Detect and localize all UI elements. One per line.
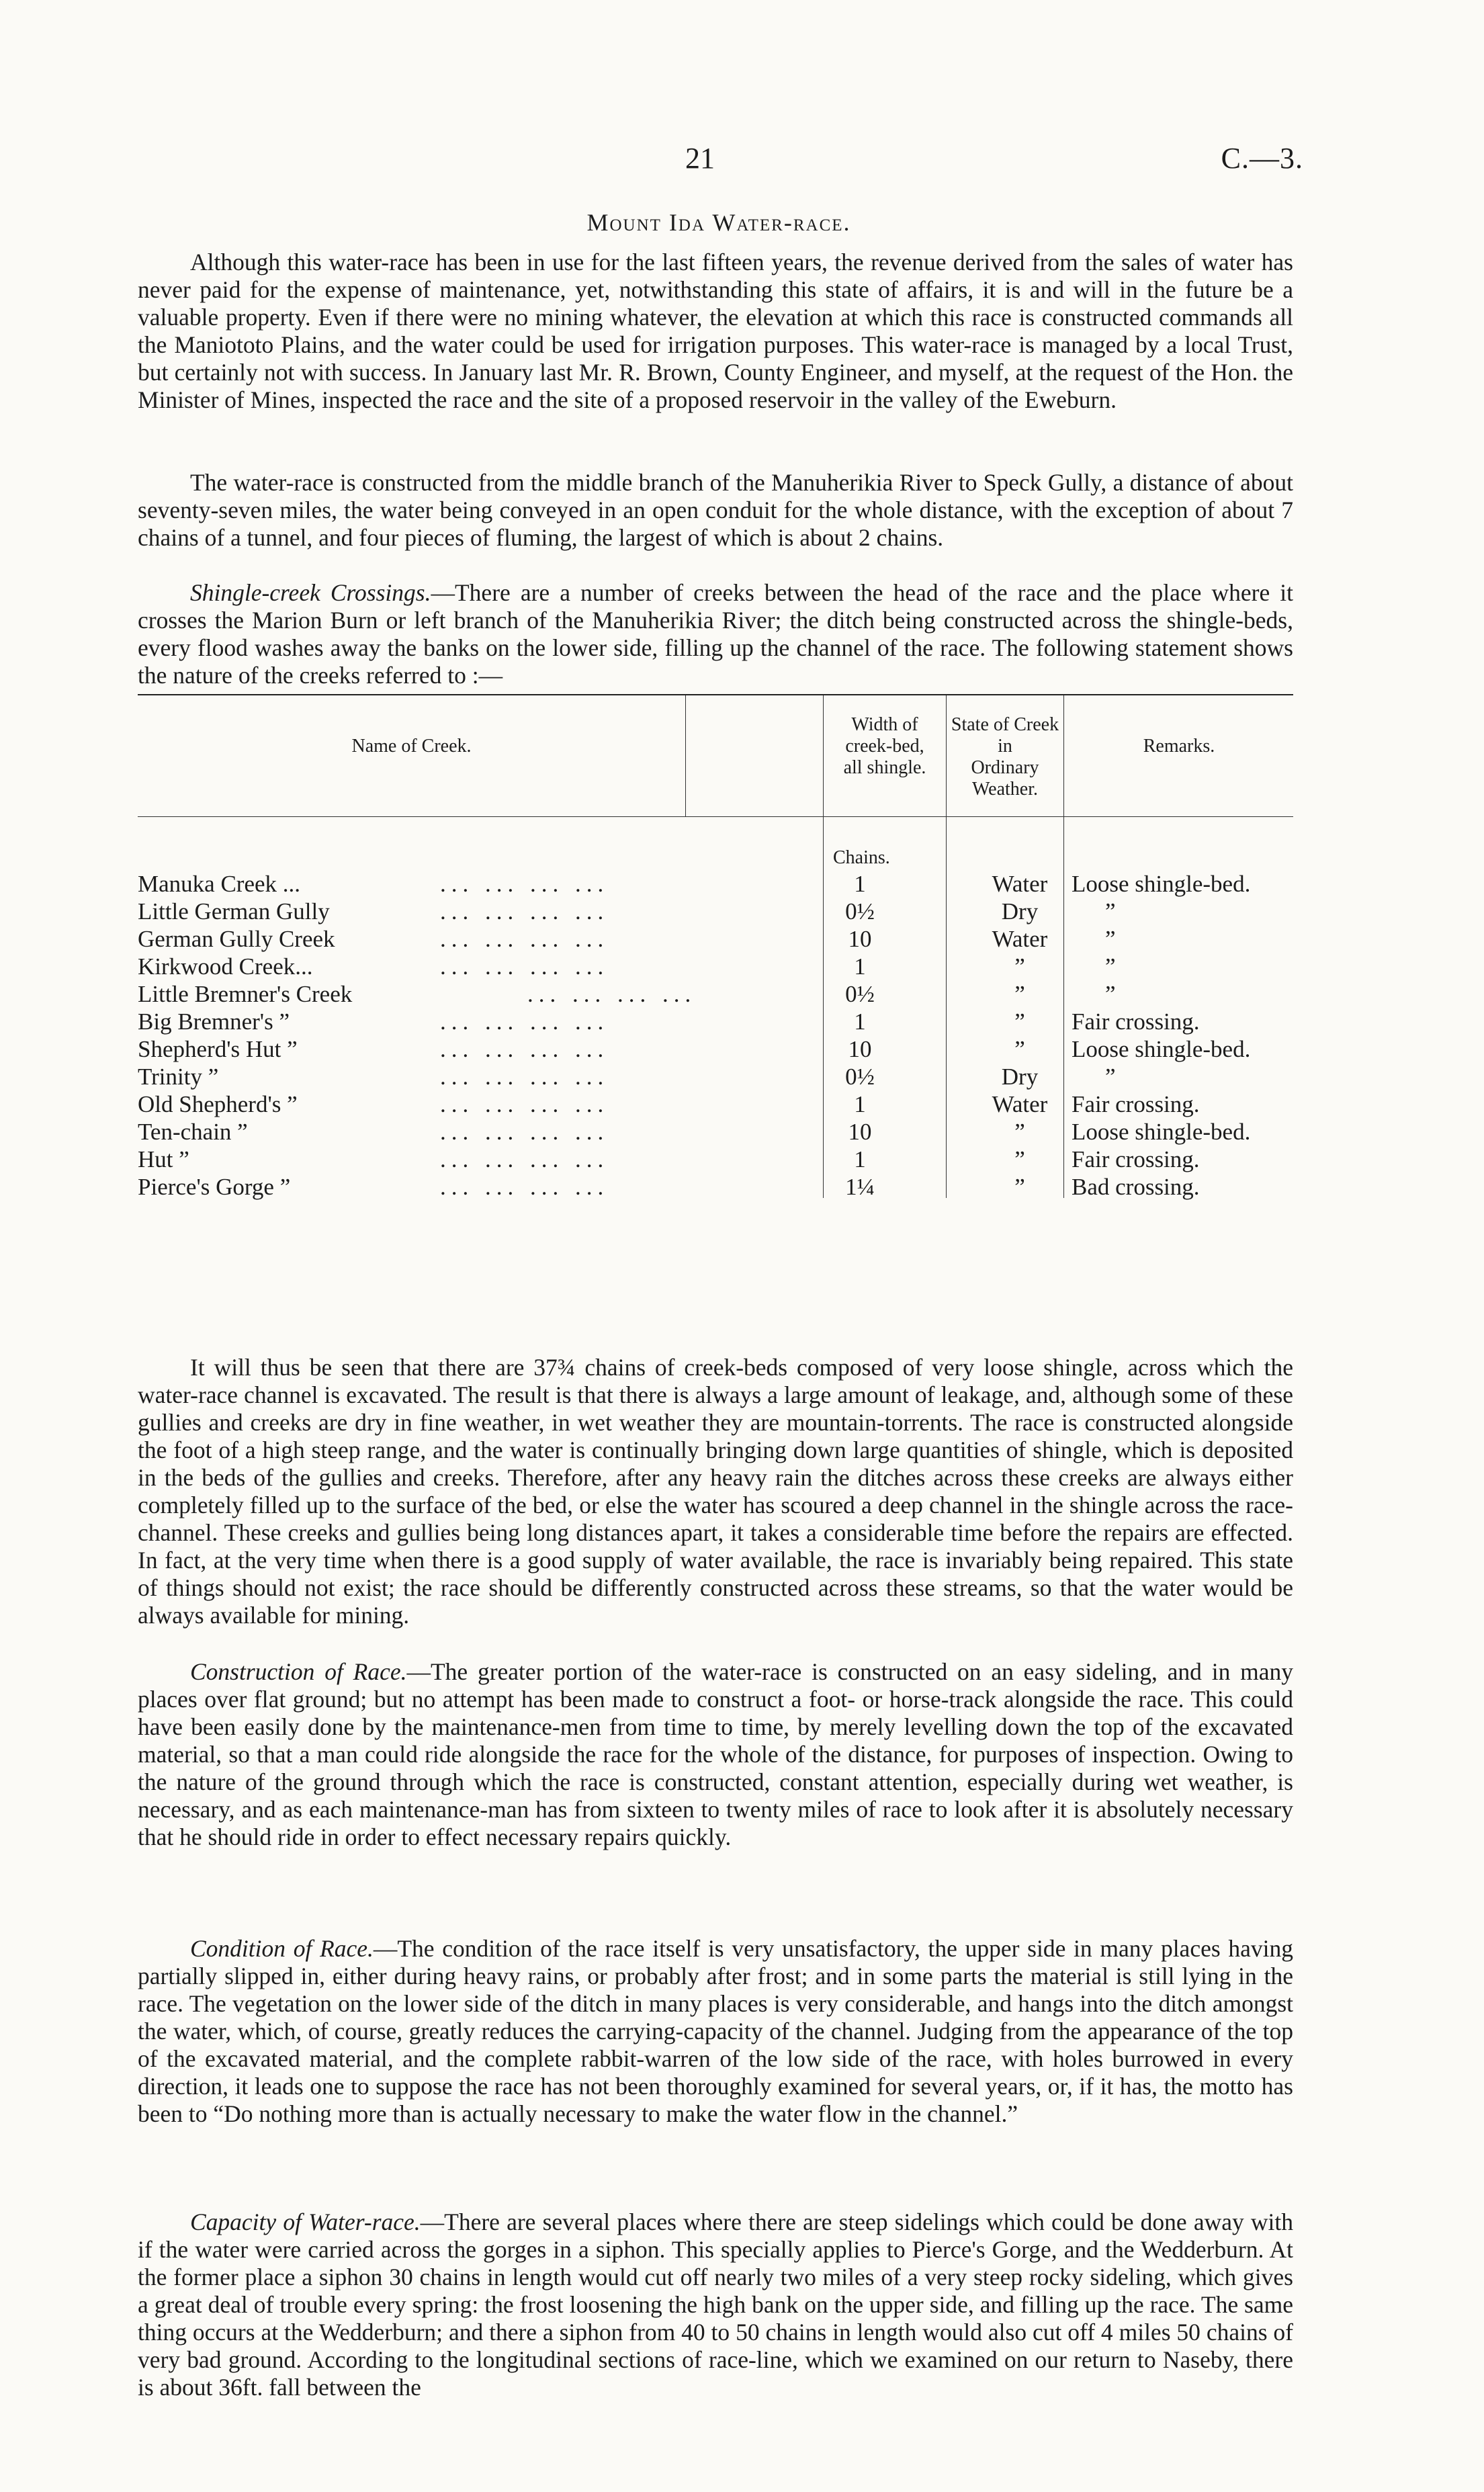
- table-row: [138, 898, 1293, 925]
- header-state-line3: Ordinary Weather.: [971, 757, 1039, 800]
- leader-dots: ... ... ... ...: [440, 871, 609, 897]
- table-row: [138, 1008, 1293, 1035]
- creek-state: ”: [1014, 1146, 1025, 1172]
- creek-state: Water: [992, 1091, 1048, 1117]
- creek-remarks: Fair crossing.: [1072, 1146, 1200, 1172]
- table-row: [138, 870, 1293, 898]
- leader-dots: ... ... ... ...: [440, 898, 609, 925]
- creek-state: Dry: [1001, 1064, 1039, 1090]
- creek-width: 1: [854, 1091, 866, 1117]
- leader-dots: ... ... ... ...: [440, 926, 609, 952]
- paragraph-capacity: [138, 2208, 1293, 2401]
- header-width-line1: Width of: [851, 714, 918, 735]
- creek-state: ”: [1014, 1119, 1025, 1145]
- creek-name: Old Shepherd's ”: [138, 1091, 298, 1117]
- section-title: Mount Ida Water-race.: [586, 209, 851, 236]
- table-row: [138, 1146, 1293, 1173]
- creek-width: 0½: [845, 898, 875, 925]
- creek-width: 10: [848, 1119, 872, 1145]
- creek-state: Dry: [1001, 898, 1039, 925]
- creek-state: Water: [992, 926, 1048, 952]
- table-row: [138, 925, 1293, 953]
- creek-remarks: ”: [1105, 898, 1116, 925]
- creek-remarks: ”: [1105, 1064, 1116, 1090]
- leader-dots: ... ... ... ...: [440, 1174, 609, 1200]
- creek-name: Manuka Creek ...: [138, 871, 301, 897]
- table-row: [138, 980, 1293, 1008]
- shingle-crossings-text: —There are a number of creeks between the head of the race and the place where it crosses the Marion Burn or left branch of the Manuherikia River; the ditch being constructed across the shingle-beds, every flood washes away the banks on the lower side, filling up the channel of the race. The following statement shows the nature of the creeks referred to :—: [138, 579, 1293, 689]
- creek-width: 1: [854, 953, 866, 980]
- creek-remarks: Bad crossing.: [1072, 1174, 1200, 1200]
- creek-name: Little Bremner's Creek: [138, 981, 353, 1007]
- paragraph-construction: [138, 1658, 1293, 1851]
- creek-name: Trinity ”: [138, 1064, 219, 1090]
- paragraph-race-route: The water-race is constructed from the middle branch of the Manuherikia River to Speck Gully, a distance of about seventy-seven miles, the water being conveyed in an open conduit for the whole distance, with the exception of about 7 chains of a tunnel, and four pieces of fluming, the largest of which is about 2 chains.: [138, 469, 1293, 551]
- creek-name: Little German Gully: [138, 898, 330, 925]
- creek-state: ”: [1014, 981, 1025, 1007]
- page-header: [134, 141, 1303, 181]
- creek-table: [138, 694, 1293, 1205]
- paragraph-intro: Although this water-race has been in use for the last fifteen years, the revenue derived from the sales of water has never paid for the expense of maintenance, yet, notwithstanding this state of affairs, it is and will in the future be a valuable property. Even if there were no mining whatever, the elevation at which this race is constructed commands all the Maniototo Plains, and the water could be used for irrigation purposes. This water-race is managed by a local Trust, but certainly not with success. In January last Mr. R. Brown, County Engineer, and myself, at the request of the Hon. the Minister of Mines, inspected the race and the site of a proposed reservoir in the valley of the Eweburn.: [138, 249, 1293, 413]
- creek-remarks: Fair crossing.: [1072, 1008, 1200, 1035]
- construction-heading: Construction of Race.: [190, 1658, 407, 1685]
- creek-name: Kirkwood Creek...: [138, 953, 313, 980]
- leader-dots: ... ... ... ...: [440, 1091, 609, 1117]
- creek-name: Shepherd's Hut ”: [138, 1036, 298, 1062]
- creek-width: 1: [854, 871, 866, 897]
- capacity-heading: Capacity of Water-race.: [190, 2208, 421, 2235]
- leader-dots: ... ... ... ...: [440, 1146, 609, 1172]
- table-top-rule: [138, 694, 1293, 695]
- table-row: [138, 953, 1293, 980]
- table-row: [138, 1118, 1293, 1146]
- header-bottom-rule: [138, 816, 1293, 817]
- creek-width: 1: [854, 1008, 866, 1035]
- table-row: [138, 1063, 1293, 1090]
- creek-state: Water: [992, 871, 1048, 897]
- creek-width: 0½: [845, 1064, 875, 1090]
- table-row: [138, 1035, 1293, 1063]
- creek-width: 1¼: [845, 1174, 875, 1200]
- creek-name: German Gully Creek: [138, 926, 335, 952]
- header-name-of-creek: Name of Creek.: [351, 736, 472, 757]
- creek-remarks: Fair crossing.: [1072, 1091, 1200, 1117]
- header-width-line2: creek-bed,: [845, 736, 924, 757]
- creek-width: 0½: [845, 981, 875, 1007]
- creek-remarks: ”: [1105, 926, 1116, 952]
- header-state-line2: in: [998, 736, 1012, 757]
- creek-name: Hut ”: [138, 1146, 189, 1172]
- creek-name: Big Bremner's ”: [138, 1008, 290, 1035]
- header-state-line1: State of Creek: [951, 714, 1059, 735]
- creek-remarks: Loose shingle-bed.: [1072, 1036, 1251, 1062]
- creek-remarks: ”: [1105, 981, 1116, 1007]
- creek-width: 10: [848, 1036, 872, 1062]
- creek-remarks: ”: [1105, 953, 1116, 980]
- leader-dots: ... ... ... ...: [440, 1008, 609, 1035]
- creek-width: 10: [848, 926, 872, 952]
- leader-dots: ... ... ... ...: [440, 953, 609, 980]
- paragraph-condition: [138, 1935, 1293, 2128]
- shingle-crossings-heading: Shingle-creek Crossings.: [190, 579, 431, 606]
- creek-remarks: Loose shingle-bed.: [1072, 871, 1251, 897]
- paragraph-shingle-crossings: [138, 579, 1293, 689]
- construction-text: —The greater portion of the water-race is constructed on an easy sideling, and in many places over flat ground; but no attempt has been made to construct a foot- or horse-track alongside the race. This could have been easily done by the maintenance-men from time to time, by merely levelling down the top of the excavated material, so that a man could ride alongside the race for the whole of the distance, for purposes of inspection. Owing to the nature of the ground through which the race is constructed, constant attention, especially during wet weather, is necessary, and as each maintenance-man has from sixteen to twenty miles of race to look after it is absolutely necessary that he should ride in order to effect necessary repairs quickly.: [138, 1658, 1293, 1850]
- paragraph-creek-summary: It will thus be seen that there are 37¾ chains of creek-beds composed of very loose shingle, across which the water-race channel is excavated. The result is that there is always a large amount of leakage, and, although some of these gullies and creeks are dry in fine weather, in wet weather they are mountain-torrents. The race is constructed alongside the foot of a high steep range, and the water is continually bringing down large quantities of shingle, which is deposited in the beds of the gullies and creeks. Therefore, after any heavy rain the ditches across these creeks are always either completely filled up to the surface of the bed, or else the water has scoured a deep channel in the shingle across the race-channel. These creeks and gullies being long distances apart, it takes a considerable time before the repairs are effected. In fact, at the very time when there is a good supply of water available, the race is invariably being repaired. This state of things should not exist; the race should be differently constructed across these streams, so that the water would be always available for mining.: [138, 1354, 1293, 1629]
- leader-dots: ... ... ... ...: [440, 1036, 609, 1062]
- creek-remarks: Loose shingle-bed.: [1072, 1119, 1251, 1145]
- leader-dots: ... ... ... ...: [440, 1119, 609, 1145]
- condition-heading: Condition of Race.: [190, 1935, 374, 1962]
- creek-state: ”: [1014, 1008, 1025, 1035]
- table-divider: [685, 695, 686, 816]
- condition-text: —The condition of the race itself is very unsatisfactory, the upper side in many places having partially slipped in, either during heavy rains, or probably after frost; and in some parts the material is still lying in the race. The vegetation on the lower side of the ditch in many places is very considerable, and hangs into the ditch amongst the water, which, of course, greatly reduces the carrying-capacity of the channel. Judging from the appearance of the top of the excavated material, and the complete rabbit-warren of the low side of the race, with holes burrowed in every direction, it leads one to suppose the race has not been thoroughly examined for several years, or, if it has, the motto has been to “Do nothing more than is actually necessary to make the water flow in the channel.”: [138, 1935, 1293, 2127]
- capacity-text: —There are several places where there are steep sidelings which could be done away with if the water were carried across the gorges in a siphon. This specially applies to Pierce's Gorge, and the Wedderburn. At the former place a siphon 30 chains in length would cut off nearly two miles of a very steep rocky sideling, which gives a great deal of trouble every spring: the frost loosening the high bank on the upper side, and filling up the race. The same thing occurs at the Wedderburn; and there a siphon from 40 to 50 chains in length would also cut off 4 miles 50 chains of very bad ground. According to the longitudinal sections of race-line, which we examined on our return to Naseby, there is about 36ft. fall between the: [138, 2208, 1293, 2401]
- table-row: [138, 1090, 1293, 1118]
- creek-width: 1: [854, 1146, 866, 1172]
- creek-state: ”: [1014, 1036, 1025, 1062]
- creek-name: Ten-chain ”: [138, 1119, 248, 1145]
- header-width-line3: all shingle.: [843, 757, 926, 778]
- page-number: 21: [685, 142, 715, 175]
- width-unit-label: Chains.: [833, 847, 890, 868]
- leader-dots: ... ... ... ...: [527, 981, 697, 1007]
- creek-name: Pierce's Gorge ”: [138, 1174, 291, 1200]
- table-row: [138, 1173, 1293, 1201]
- creek-state: ”: [1014, 953, 1025, 980]
- creek-state: ”: [1014, 1174, 1025, 1200]
- header-remarks: Remarks.: [1143, 736, 1215, 757]
- leader-dots: ... ... ... ...: [440, 1064, 609, 1090]
- document-code: C.—3.: [1221, 142, 1303, 175]
